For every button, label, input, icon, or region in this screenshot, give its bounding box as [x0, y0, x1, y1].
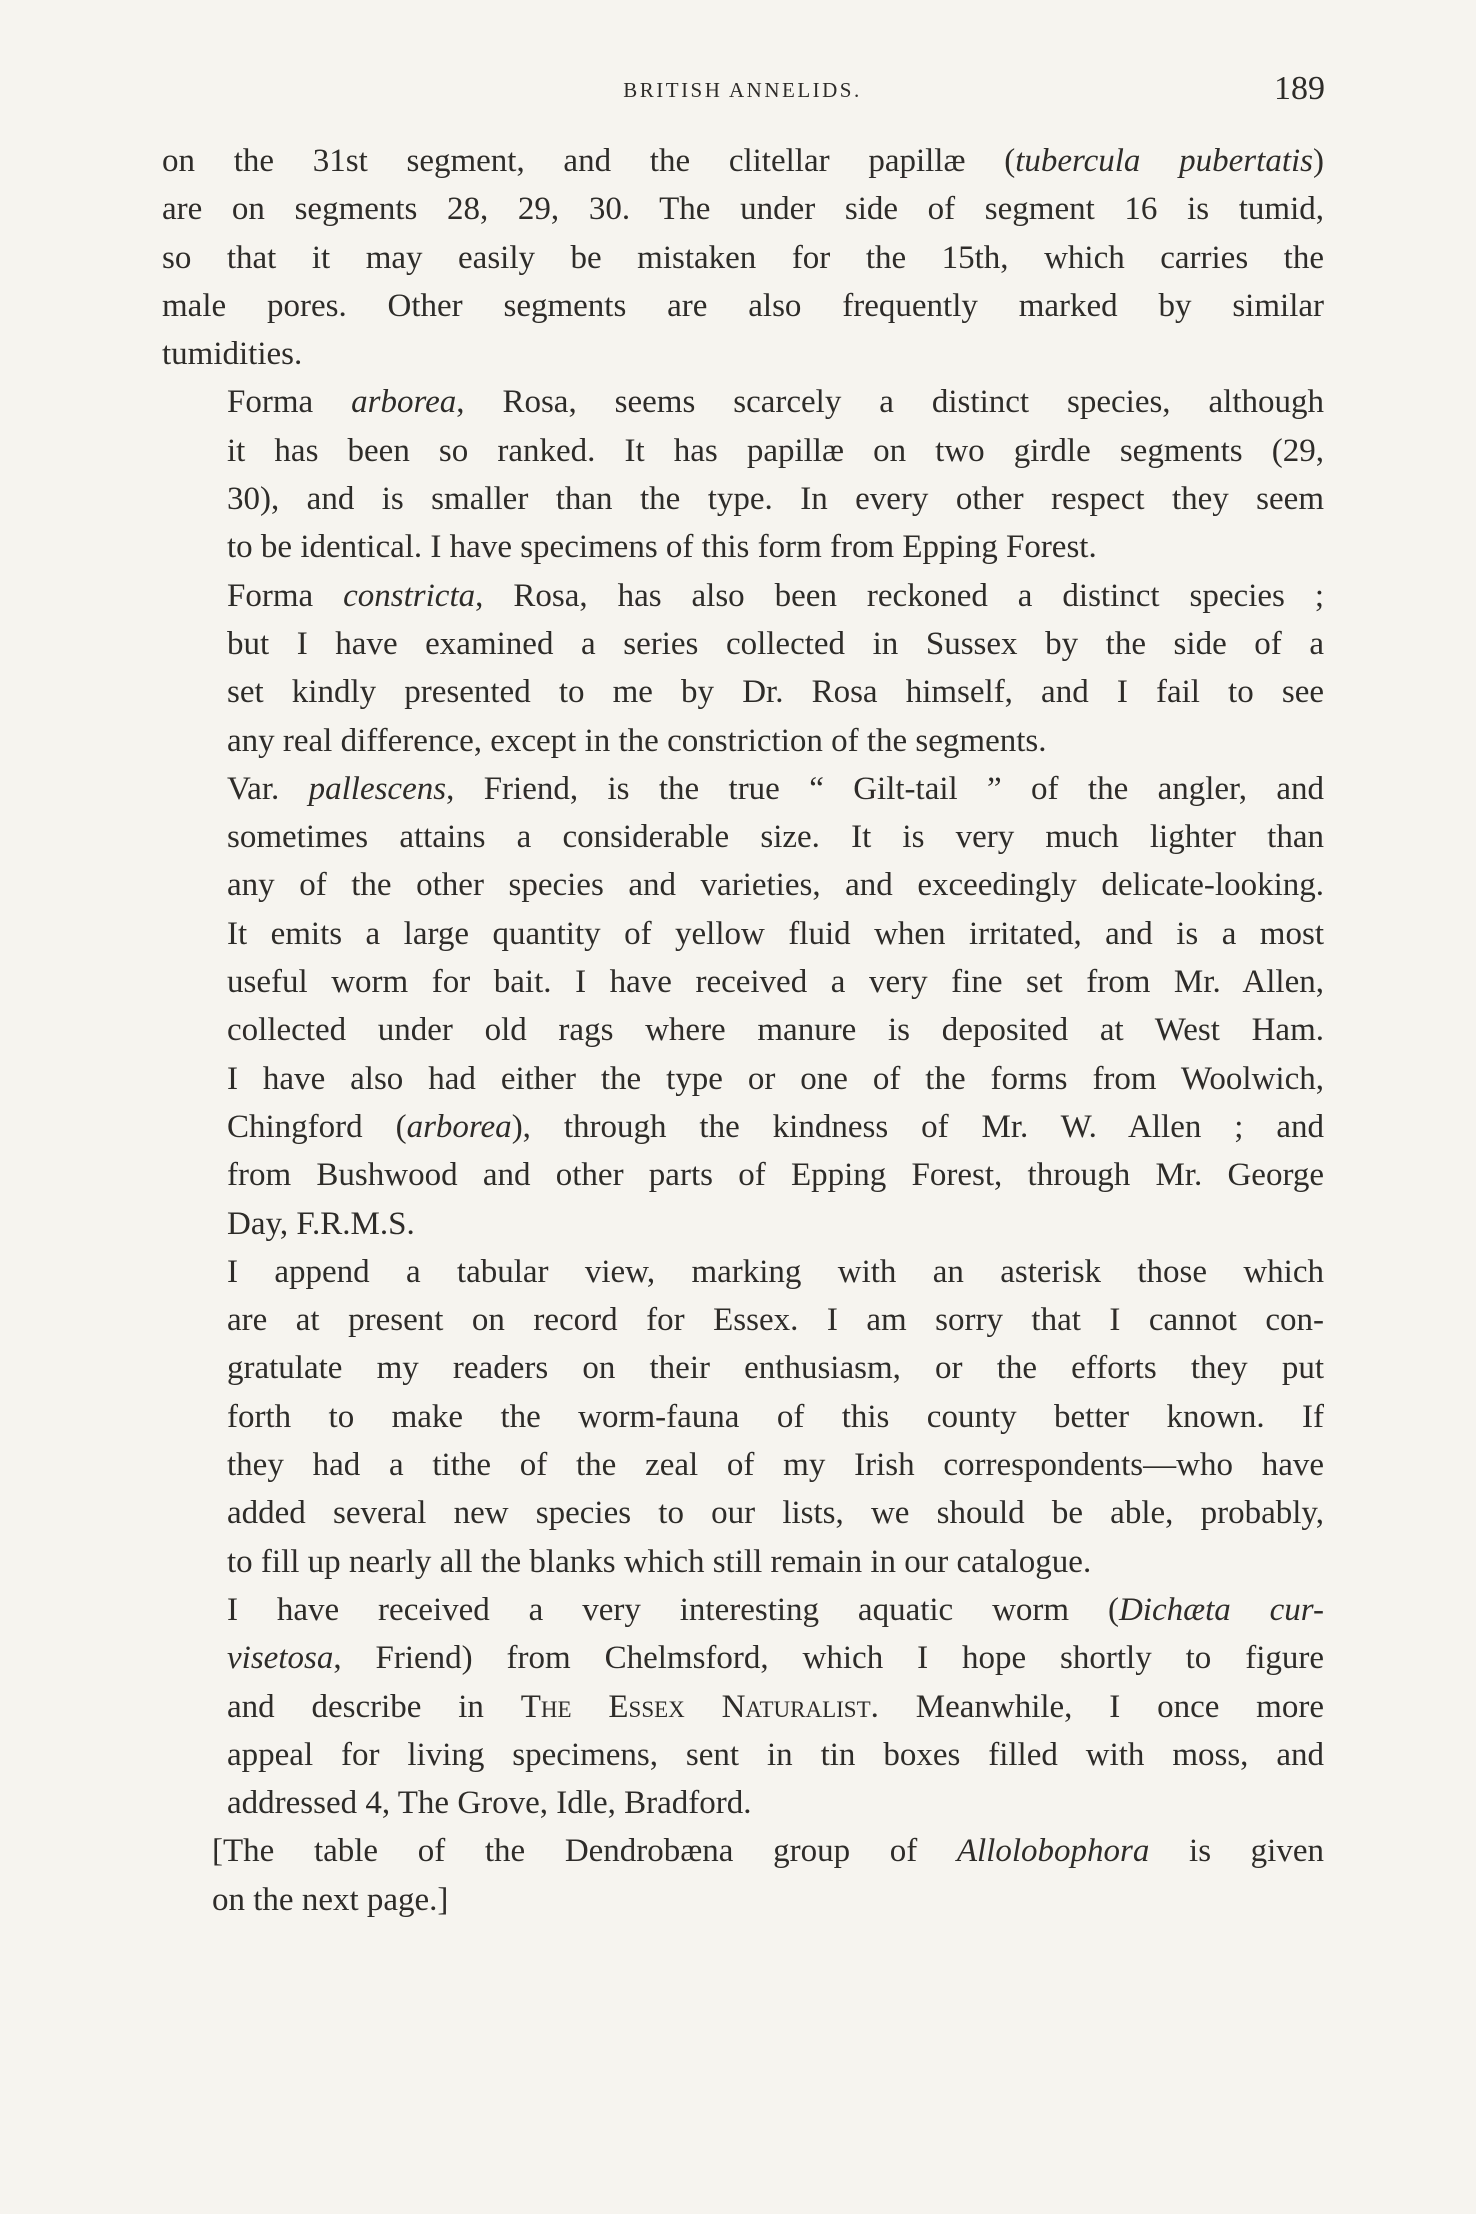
text-line: gratulate my readers on their enthusiasm, or the efforts they put: [227, 1350, 1324, 1387]
running-title: BRITISH ANNELIDS.: [623, 78, 862, 102]
paragraph: [162, 1586, 1324, 1827]
text-line: [The table of the Dendrobæna group of Allolobophora is given: [212, 1833, 1324, 1870]
paragraph: [162, 378, 1324, 571]
italic-term: arborea: [406, 1108, 512, 1145]
text-line: from Bushwood and other parts of Epping Forest, through Mr. George: [227, 1157, 1324, 1194]
italic-term: Allolobophora: [956, 1833, 1150, 1870]
text-line: 30), and is smaller than the type. In every other respect they seem: [227, 481, 1324, 518]
italic-term: arborea: [351, 384, 457, 421]
text-line: any of the other species and varieties, and exceedingly delicate-looking.: [227, 867, 1324, 904]
text-line: I have also had either the type or one of the forms from Woolwich,: [227, 1060, 1324, 1097]
page-number: 189: [1274, 70, 1325, 107]
italic-term: tubercula pubertatis: [1015, 143, 1313, 179]
text-line: are at present on record for Essex. I am sorry that I cannot con-: [227, 1302, 1324, 1339]
text-line: appeal for living specimens, sent in tin boxes filled with moss, and: [227, 1736, 1324, 1773]
italic-term: constricta: [343, 577, 476, 614]
paragraph: [162, 1248, 1324, 1586]
text-line: addressed 4, The Grove, Idle, Bradford.: [227, 1785, 752, 1822]
paragraph: [162, 765, 1324, 1248]
italic-term: Dichæta cur-: [1118, 1591, 1324, 1628]
text-line: I append a tabular view, marking with an asterisk those which: [227, 1253, 1324, 1290]
text-line: on the next page.]: [212, 1881, 449, 1918]
text-line: Var. pallescens, Friend, is the true “ Gilt-tail ” of the angler, and: [227, 770, 1324, 807]
text-line: Forma constricta, Rosa, has also been reckoned a distinct species ;: [227, 577, 1324, 614]
text-line: are on segments 28, 29, 30. The under side of segment 16 is tumid,: [162, 191, 1324, 228]
paragraph: [162, 572, 1324, 765]
text-line: Day, F.R.M.S.: [227, 1205, 415, 1242]
text-line: male pores. Other segments are also frequently marked by similar: [162, 287, 1324, 324]
text-line: they had a tithe of the zeal of my Irish correspondents—who have: [227, 1447, 1324, 1484]
small-caps-title: The Essex Naturalist: [520, 1688, 871, 1725]
text-line: sometimes attains a considerable size. It is very much lighter than: [227, 819, 1324, 856]
text-line: It emits a large quantity of yellow fluid when irritated, and is a most: [227, 915, 1324, 952]
text-line: set kindly presented to me by Dr. Rosa himself, and I fail to see: [227, 674, 1324, 711]
text-line: added several new species to our lists, we should be able, probably,: [227, 1495, 1324, 1532]
body-text: [162, 137, 1324, 1924]
text-line: but I have examined a series collected in Sussex by the side of a: [227, 625, 1324, 662]
paragraph: [162, 1827, 1324, 1924]
running-head: [160, 70, 1325, 110]
text-line: so that it may easily be mistaken for the 15th, which carries the: [162, 239, 1324, 276]
text-line: to be identical. I have specimens of this form from Epping Forest.: [227, 529, 1097, 566]
text-line: on the 31st segment, and the clitellar papillæ (tubercula pubertatis): [162, 143, 1324, 179]
text-line: useful worm for bait. I have received a very fine set from Mr. Allen,: [227, 964, 1324, 1001]
italic-term: visetosa: [227, 1640, 334, 1677]
italic-term: pallescens: [308, 770, 447, 807]
text-line: any real difference, except in the constriction of the segments.: [227, 722, 1047, 759]
text-line: forth to make the worm-fauna of this county better known. If: [227, 1398, 1324, 1435]
text-line: to fill up nearly all the blanks which still remain in our catalogue.: [227, 1543, 1092, 1580]
text-line: tumidities.: [162, 336, 303, 373]
text-line: collected under old rags where manure is deposited at West Ham.: [227, 1012, 1324, 1049]
text-line: Chingford (arborea), through the kindness of Mr. W. Allen ; and: [227, 1108, 1325, 1145]
paragraph: [162, 137, 1324, 378]
text-line: and describe in The Essex Naturalist. Meanwhile, I once more: [227, 1688, 1324, 1725]
text-line: it has been so ranked. It has papillæ on two girdle segments (29,: [227, 432, 1324, 469]
text-line: I have received a very interesting aquatic worm (Dichæta cur-: [227, 1591, 1324, 1628]
text-line: visetosa, Friend) from Chelmsford, which I hope shortly to figure: [227, 1640, 1324, 1677]
text-line: Forma arborea, Rosa, seems scarcely a distinct species, although: [227, 384, 1324, 421]
